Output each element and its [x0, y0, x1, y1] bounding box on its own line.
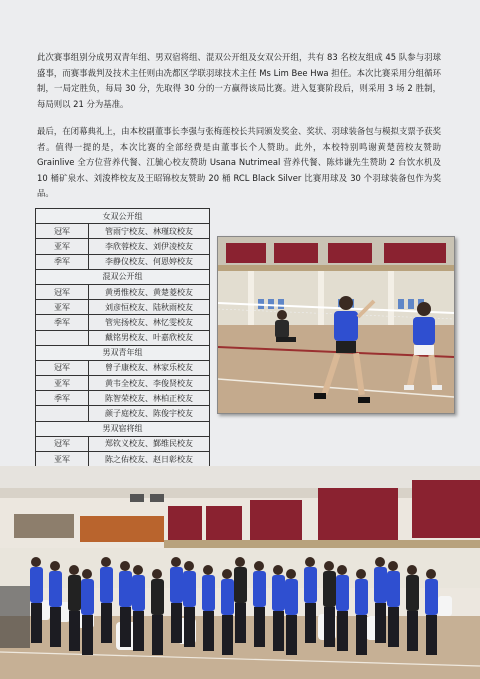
person-head	[286, 569, 296, 579]
article-paragraph-2: 最后，在闭幕典礼上，由本校副董事长李强与张梅莲校长共同颁发奖金、奖状、羽球装备包与模拟支票予获奖者。值得一提的是，本次比赛的全部经费是由董事长个人赞助。此外，本校特别鸣谢黄楚茵校友赞助 Grainlive 全方位营养代餐、江毓心校友赞助 Usana Nutrimeal 营养代餐、陈炜谦先生赞助 2 台饮水机及 10 桶矿泉水、刘浚桦校友及王昭锦校友赞助 20 桶 RCL Black Silver 比赛用球及 30 个羽球装备包作为奖品。	[37, 126, 441, 199]
person-body	[425, 579, 438, 615]
placement-label: 亚军	[36, 239, 89, 254]
placement-label: 亚军	[36, 300, 89, 315]
person-legs	[222, 615, 233, 655]
person-legs	[171, 603, 182, 643]
person-head	[222, 569, 232, 579]
result-row	[36, 376, 210, 391]
category-header-row	[36, 269, 210, 284]
person-body	[30, 567, 43, 603]
person-legs	[324, 607, 335, 647]
placement-label: 亚军	[36, 376, 89, 391]
person-head	[426, 569, 436, 579]
person-legs	[235, 603, 246, 643]
person-legs	[286, 615, 297, 655]
person-head	[324, 561, 334, 571]
article-paragraph-1: 此次赛事组别分成男双青年组、男双宿将组、混双公开组及女双公开组，共有 83 名校友组成 45 队参与羽球盛事，而赛事裁判及技术主任则由冼都区学联羽球技术主任 Ms Lim Bee Hwa 担任。本次比赛采用分组循环制，一局定胜负，每局 30 分，先取得 30 分的一方赢得该局比赛。进入复赛阶段后，则采用 3 场 2 胜制，每局则以 21 分为基准。	[37, 52, 441, 109]
match-photo	[217, 236, 455, 414]
winner-names: 李欣蓉校友、刘伊凌校友	[89, 239, 210, 254]
person-head	[375, 557, 385, 567]
person-body	[234, 567, 247, 603]
person-legs	[356, 615, 367, 655]
person-body	[100, 567, 113, 603]
person-legs	[152, 615, 163, 655]
person-head	[337, 565, 347, 575]
person-head	[31, 557, 41, 567]
person-legs	[337, 611, 348, 651]
placement-label: 季军	[36, 391, 89, 406]
person-body	[132, 575, 145, 611]
person-body	[81, 579, 94, 615]
person-head	[69, 565, 79, 575]
person-body	[151, 579, 164, 615]
person-body	[170, 567, 183, 603]
result-row	[36, 239, 210, 254]
winner-names: 黄勇惟校友、黄楚菱校友	[89, 284, 210, 299]
person-body	[323, 571, 336, 607]
placement-label: 季军	[36, 254, 89, 269]
person-body	[183, 571, 196, 607]
person-legs	[31, 603, 42, 643]
person-body	[387, 571, 400, 607]
winner-names: 戴铭男校友、叶嘉欣校友	[89, 330, 210, 345]
person-body	[221, 579, 234, 615]
person-head	[388, 561, 398, 571]
person-body	[285, 579, 298, 615]
result-row	[36, 452, 210, 467]
person-body	[406, 575, 419, 611]
winner-names: 陈智荣校友、林柏正校友	[89, 391, 210, 406]
results-table	[35, 208, 210, 498]
person-head	[407, 565, 417, 575]
category-header-row	[36, 421, 210, 436]
person-legs	[184, 607, 195, 647]
winner-names: 黄韦全校友、李俊贤校友	[89, 376, 210, 391]
person-head	[305, 557, 315, 567]
person-legs	[375, 603, 386, 643]
person-head	[82, 569, 92, 579]
person-body	[355, 579, 368, 615]
person-head	[133, 565, 143, 575]
category-header-row	[36, 345, 210, 360]
category-header-row	[36, 209, 210, 224]
person-body	[49, 571, 62, 607]
category-title: 男双宿将组	[36, 421, 210, 436]
person-body	[272, 575, 285, 611]
person-legs	[388, 607, 399, 647]
result-row	[36, 330, 210, 345]
person-body	[202, 575, 215, 611]
person-head	[171, 557, 181, 567]
placement-label	[36, 406, 89, 421]
winner-names: 颜子庭校友、陈俊宇校友	[89, 406, 210, 421]
person-legs	[101, 603, 112, 643]
person-legs	[69, 611, 80, 651]
result-row	[36, 406, 210, 421]
person-body	[336, 575, 349, 611]
person-legs	[254, 607, 265, 647]
placement-label: 季军	[36, 315, 89, 330]
result-row	[36, 360, 210, 375]
person-head	[273, 565, 283, 575]
person-head	[235, 557, 245, 567]
placement-label: 冠军	[36, 436, 89, 451]
person-legs	[426, 615, 437, 655]
result-row	[36, 254, 210, 269]
person-body	[253, 571, 266, 607]
person-legs	[82, 615, 93, 655]
category-title: 混双公开组	[36, 269, 210, 284]
result-row	[36, 300, 210, 315]
person-head	[152, 569, 162, 579]
winner-names: 管雨宁校友、林瑾玟校友	[89, 224, 210, 239]
person-body	[304, 567, 317, 603]
person-legs	[407, 611, 418, 651]
person-head	[101, 557, 111, 567]
result-row	[36, 284, 210, 299]
result-row	[36, 391, 210, 406]
category-title: 男双青年组	[36, 345, 210, 360]
person-head	[50, 561, 60, 571]
person-body	[68, 575, 81, 611]
winner-names: 曾子康校友、林家乐校友	[89, 360, 210, 375]
result-row	[36, 224, 210, 239]
person-legs	[50, 607, 61, 647]
placement-label: 亚军	[36, 452, 89, 467]
person-legs	[133, 611, 144, 651]
placement-label	[36, 330, 89, 345]
person-head	[203, 565, 213, 575]
person-body	[119, 571, 132, 607]
person-head	[184, 561, 194, 571]
person-body	[374, 567, 387, 603]
placement-label: 冠军	[36, 284, 89, 299]
result-row	[36, 436, 210, 451]
person-head	[254, 561, 264, 571]
category-title: 女双公开组	[36, 209, 210, 224]
person-legs	[120, 607, 131, 647]
placement-label: 冠军	[36, 360, 89, 375]
winner-names: 李静仪校友、何恩婷校友	[89, 254, 210, 269]
person-head	[120, 561, 130, 571]
winner-names: 管宪扬校友、林忆雯校友	[89, 315, 210, 330]
winner-names: 郑钦义校友、鄞维民校友	[89, 436, 210, 451]
person-head	[356, 569, 366, 579]
person-legs	[203, 611, 214, 651]
result-row	[36, 315, 210, 330]
person-legs	[305, 603, 316, 643]
winner-names: 陈之佑校友、赵日彰校友	[89, 452, 210, 467]
group-photo	[0, 466, 480, 679]
placement-label: 冠军	[36, 224, 89, 239]
person-legs	[273, 611, 284, 651]
winner-names: 刘彦恒校友、陆秋雨校友	[89, 300, 210, 315]
